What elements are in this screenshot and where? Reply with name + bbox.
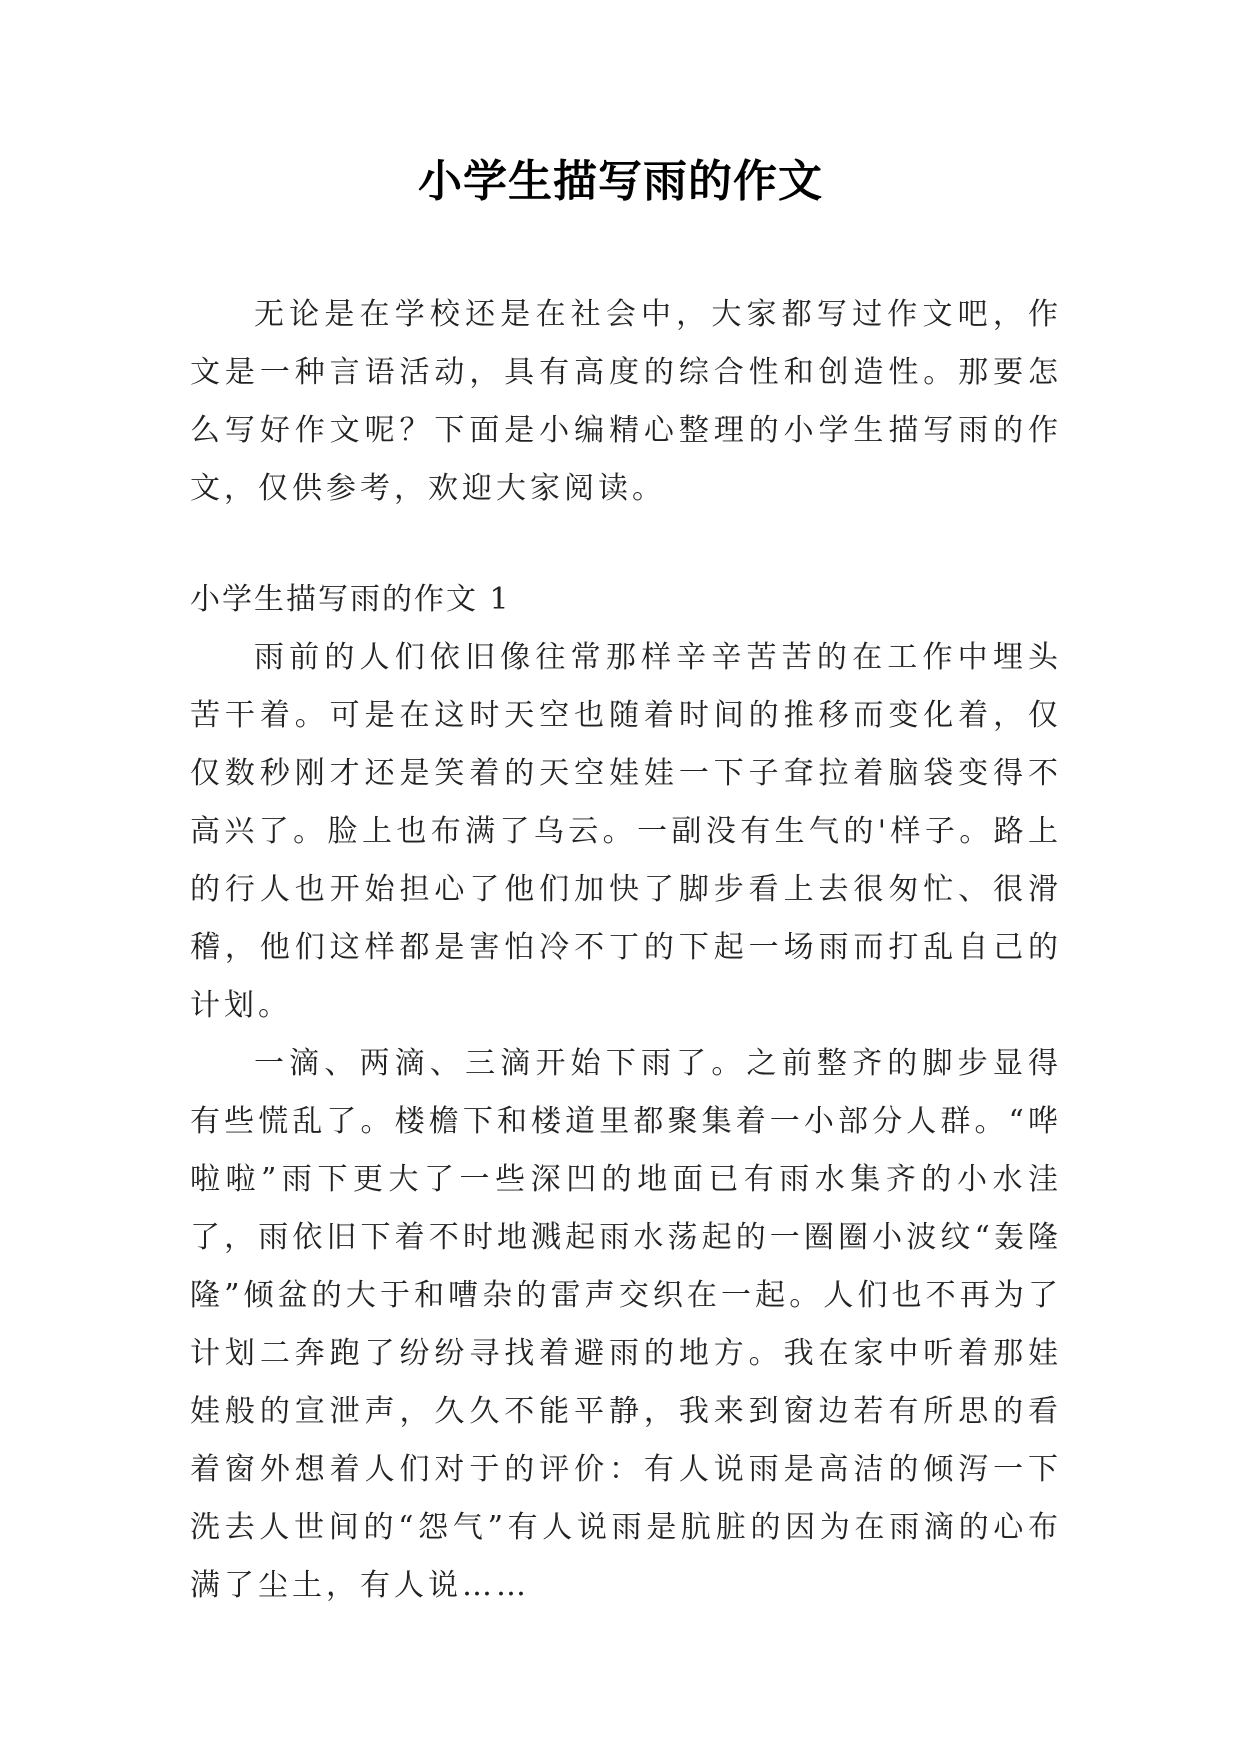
essay-heading: 小学生描写雨的作文 1 [190, 582, 511, 617]
intro-paragraph: 无论是在学校还是在社会中，大家都写过作文吧，作文是一种言语活动，具有高度的综合性和创造性。那要怎么写好作文呢？下面是小编精心整理的小学生描写雨的作文，仅供参考，欢迎大家阅读。 [190, 297, 1062, 506]
essay-paragraph: 雨前的人们依旧像往常那样辛辛苦苦的在工作中埋头苦干着。可是在这时天空也随着时间的推移而变化着，仅仅数秒刚才还是笑着的天空娃娃一下子耷拉着脑袋变得不高兴了。脸上也布满了乌云。一副没有生气的'样子。路上的行人也开始担心了他们加快了脚步看上去很匆忙、很滑稽，他们这样都是害怕冷不丁的下起一场雨而打乱自己的计划。 [190, 640, 1062, 1023]
essay-paragraph: 一滴、两滴、三滴开始下雨了。之前整齐的脚步显得有些慌乱了。楼檐下和楼道里都聚集着一小部分人群。“哗啦啦”雨下更大了一些深凹的地面已有雨水集齐的小水洼了，雨依旧下着不时地溅起雨水荡起的一圈圈小波纹“轰隆隆”倾盆的大于和嘈杂的雷声交织在一起。人们也不再为了计划二奔跑了纷纷寻找着避雨的地方。我在家中听着那娃娃般的宣泄声，久久不能平静，我来到窗边若有所思的看着窗外想着人们对于的评价：有人说雨是高洁的倾泻一下洗去人世间的“怨气”有人说雨是肮脏的因为在雨滴的心布满了尘土，有人说…… [190, 1046, 1062, 1603]
essay-section [190, 571, 1062, 1615]
document-title: 小学生描写雨的作文 [418, 156, 823, 207]
intro-section [190, 286, 1062, 518]
